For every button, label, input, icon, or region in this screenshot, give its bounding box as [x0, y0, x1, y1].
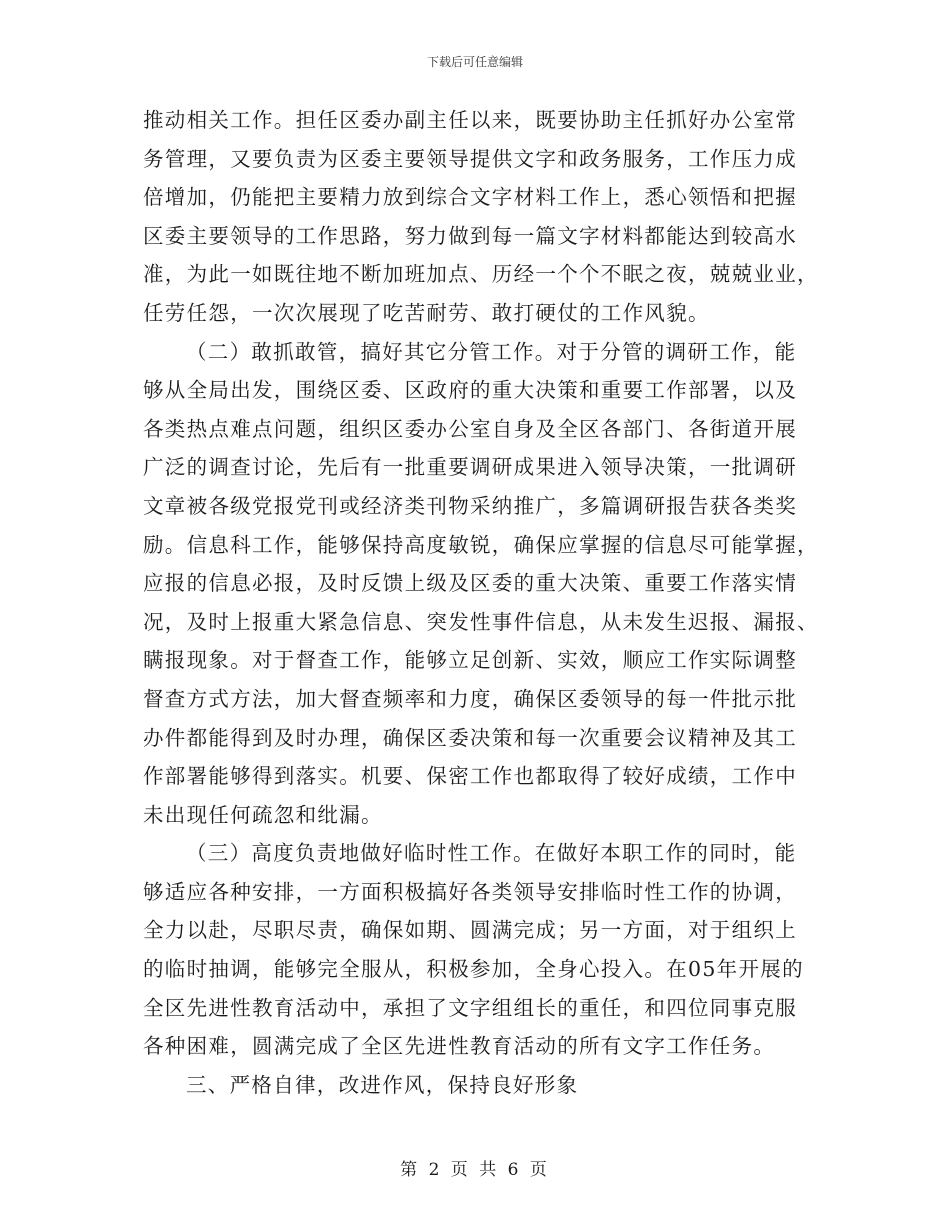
text-line: 够适应各种安排，一方面积极搞好各类领导安排临时性工作的协调，: [143, 879, 797, 904]
text-line: 办件都能得到及时办理，确保区委决策和每一次重要会议精神及其工: [143, 725, 797, 750]
text-line: 各种困难，圆满完成了全区先进性教育活动的所有文字工作任务。: [143, 1034, 776, 1059]
text-line: 务管理，又要负责为区委主要领导提供文字和政务服务，工作压力成: [143, 146, 797, 171]
text-line: 文章被各级党报党刊或经济类刊物采纳推广，多篇调研报告获各类奖: [143, 493, 797, 518]
text-line: 督查方式方法，加大督查频率和力度，确保区委领导的每一件批示批: [143, 686, 797, 711]
text-line: 各类热点难点问题，组织区委办公室自身及全区各部门、各街道开展: [143, 416, 797, 441]
text-line: 准，为此一如既往地不断加班加点、历经一个个不眠之夜，兢兢业业，: [143, 262, 819, 287]
text-line: 够从全局出发，围绕区委、区政府的重大决策和重要工作部署，以及: [143, 378, 797, 403]
page-number-footer: 第 2 页 共 6 页: [400, 1160, 550, 1180]
paragraph-start-line: （二）敢抓敢管，搞好其它分管工作。对于分管的调研工作，能: [186, 339, 797, 364]
text-line: 瞒报现象。对于督查工作，能够立足创新、实效，顺应工作实际调整: [143, 648, 797, 673]
page-header: 下载后可任意编辑: [426, 55, 523, 69]
text-line: 倍增加，仍能把主要精力放到综合文字材料工作上，悉心领悟和把握: [143, 185, 797, 210]
text-line: 广泛的调查讨论，先后有一批重要调研成果进入领导决策，一批调研: [143, 455, 797, 480]
text-line: 应报的信息必报，及时反馈上级及区委的重大决策、重要工作落实情: [143, 571, 797, 596]
text-line: 的临时抽调，能够完全服从，积极参加，全身心投入。在05年开展的: [143, 957, 804, 982]
section-heading: 三、严格自律，改进作风，保持良好形象: [186, 1072, 579, 1097]
text-line: 区委主要领导的工作思路，努力做到每一篇文字材料都能达到较高水: [143, 223, 797, 248]
paragraph-start-line: （三）高度负责地做好临时性工作。在做好本职工作的同时，能: [186, 841, 797, 866]
text-line: 作部署能够得到落实。机要、保密工作也都取得了较好成绩，工作中: [143, 764, 797, 789]
text-line: 全区先进性教育活动中，承担了文字组组长的重任，和四位同事克服: [143, 995, 797, 1020]
text-line: 况，及时上报重大紧急信息、突发性事件信息，从未发生迟报、漏报、: [143, 609, 819, 634]
text-line: 励。信息科工作，能够保持高度敏锐，确保应掌握的信息尽可能掌握，: [143, 532, 819, 557]
document-body: [143, 101, 823, 1104]
text-line: 全力以赴，尽职尽责，确保如期、圆满完成；另一方面，对于组织上: [143, 918, 797, 943]
text-line: 未出现任何疏忽和纰漏。: [143, 802, 383, 827]
text-line: 推动相关工作。担任区委办副主任以来，既要协助主任抓好办公室常: [143, 108, 797, 132]
text-line: 任劳任怨，一次次展现了吃苦耐劳、敢打硬仗的工作风貌。: [143, 300, 710, 325]
